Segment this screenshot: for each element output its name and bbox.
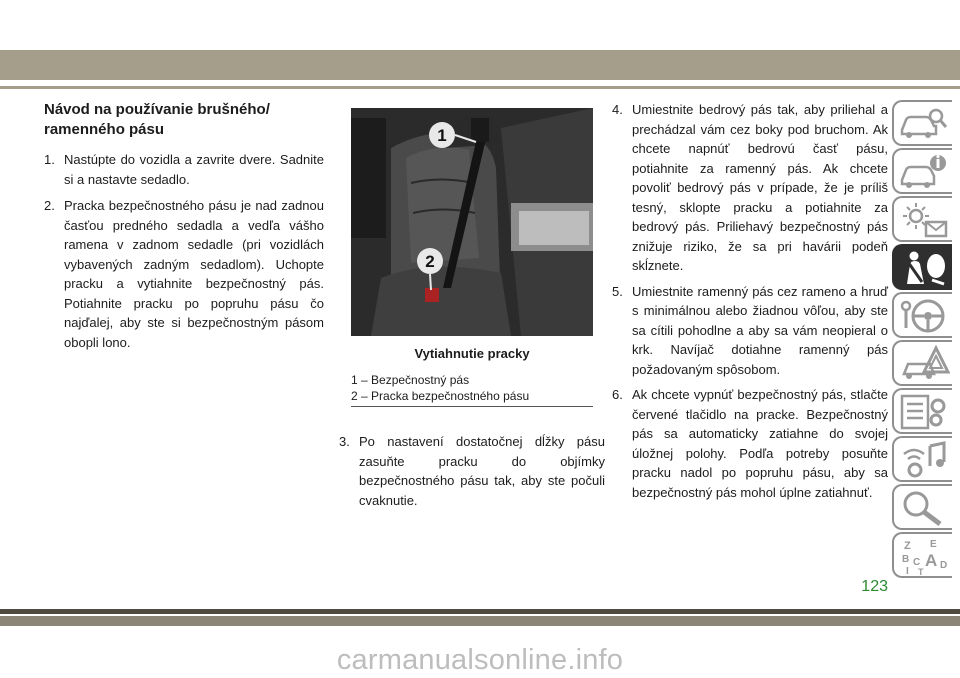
instruction-list-1	[44, 150, 324, 352]
list-item	[339, 432, 605, 510]
list-item	[44, 196, 324, 352]
tab-car-search[interactable]	[892, 100, 952, 146]
index-letter: D	[940, 560, 948, 571]
index-letter: A	[925, 551, 938, 570]
tab-warning-lights[interactable]	[892, 196, 952, 242]
item-number: 3.	[339, 434, 350, 449]
multimedia-icon	[898, 440, 950, 480]
list-item	[612, 282, 888, 380]
car-search-icon	[898, 104, 950, 144]
maintenance-checklist-icon	[898, 392, 950, 432]
index-letter: T	[918, 567, 924, 576]
header-band	[0, 50, 960, 80]
tab-multimedia[interactable]	[892, 436, 952, 482]
legend-item: 2 – Pracka bezpečnostného pásu	[351, 389, 530, 403]
list-item	[44, 150, 324, 189]
list-item	[612, 100, 888, 276]
item-text: Ak chcete vypnúť bezpečnostný pás, stlačte červené tlačidlo na pracke. Bezpečnostný pás sa automaticky zatiahne do svojej úložnej polohy. Podľa potreby posuňte pracku nadol po popruhu pásu, aby sa bezpečnostný pás mohol úplne zatiahnuť.	[632, 387, 888, 500]
item-number: 6.	[612, 387, 623, 402]
instruction-list-2	[339, 432, 605, 510]
item-number: 1.	[44, 152, 55, 167]
steering-wheel-key-icon	[898, 296, 950, 336]
item-text: Po nastavení dostatočnej dĺžky pásu zasuňte pracku do objímky bezpečnostného pásu tak, aby ste počuli cvaknutie.	[359, 434, 605, 508]
car-info-icon	[898, 152, 950, 192]
tab-starting-driving[interactable]	[892, 292, 952, 338]
item-text: Umiestnite ramenný pás cez rameno a hruď s minimálnou alebo žiadnou vôľou, aby ste sa cítili pohodlne a aby sa vám neopieral o krk. Navíjač dotiahne ramenný pás požadovaným spôsobom.	[632, 283, 888, 377]
tab-car-info[interactable]	[892, 148, 952, 194]
tab-safety[interactable]	[892, 244, 952, 290]
index-letter: B	[902, 554, 910, 565]
page-number: 123	[861, 578, 888, 595]
left-column	[44, 100, 324, 359]
tab-emergency[interactable]	[892, 340, 952, 386]
callout-2: 2	[425, 252, 435, 271]
index-letter: C	[913, 557, 921, 568]
legend-item: 1 – Bezpečnostný pás	[351, 373, 470, 387]
seat-belt-photo	[351, 108, 593, 336]
figure-legend	[351, 372, 593, 404]
list-item	[612, 385, 888, 502]
footer-band	[0, 616, 960, 626]
instruction-list-3	[612, 100, 888, 502]
magnifier-icon	[898, 488, 950, 528]
item-number: 4.	[612, 102, 623, 117]
warning-lights-message-icon	[898, 200, 950, 240]
legend-rule	[351, 406, 593, 407]
section-heading: Návod na používanie brušného/ ramenného pásu	[44, 101, 270, 138]
right-column	[612, 100, 888, 508]
callout-1: 1	[437, 126, 447, 145]
alphabetical-index-icon	[898, 536, 950, 576]
index-letter: Z	[904, 540, 911, 552]
item-number: 2.	[44, 198, 55, 213]
seat-belt-airbag-icon	[898, 248, 950, 288]
middle-column	[339, 432, 605, 517]
index-letter: I	[906, 566, 909, 576]
index-letter: E	[930, 539, 937, 550]
item-text: Nastúpte do vozidla a zavrite dvere. Sadnite si a nastavte sedadlo.	[64, 152, 324, 187]
tab-index[interactable]	[892, 532, 952, 578]
item-text: Umiestnite bedrový pás tak, aby priliehal a prechádzal vám cez boky pod bruchom. Ak chcete napnúť bedrovú časť pásu, potiahnite za ramenný pás. Ak chcete povoliť bedrový pás v prípade, že je príliš tesný, sklopte pracku a potiahnite za bedrový pás. Priliehavý bezpečnostný pás znižuje riziko, že sa pri havárii podeň skĺznete.	[632, 102, 888, 273]
seat-photo-illustration	[351, 108, 593, 336]
figure-caption: Vytiahnutie pracky	[414, 346, 530, 361]
watermark-text: carmanualsonline.info	[336, 644, 624, 676]
header-rule	[0, 86, 960, 89]
tab-technical-specs[interactable]	[892, 484, 952, 530]
item-number: 5.	[612, 283, 623, 299]
footer-rule	[0, 609, 960, 614]
hazard-warning-icon	[898, 344, 950, 384]
item-text: Pracka bezpečnostného pásu je nad zadnou časťou predného sedadla a vedľa vášho ramena v zadnom sedadle (pri vozidlách vybavených zadným sedadlom). Uchopte pracku a vytiahnite bezpečnostný pás. Potiahnite pracku po popruhu pásu čo najďalej, aby ste si bezpečnostným pásom obopli lono.	[64, 198, 324, 350]
tab-maintenance[interactable]	[892, 388, 952, 434]
